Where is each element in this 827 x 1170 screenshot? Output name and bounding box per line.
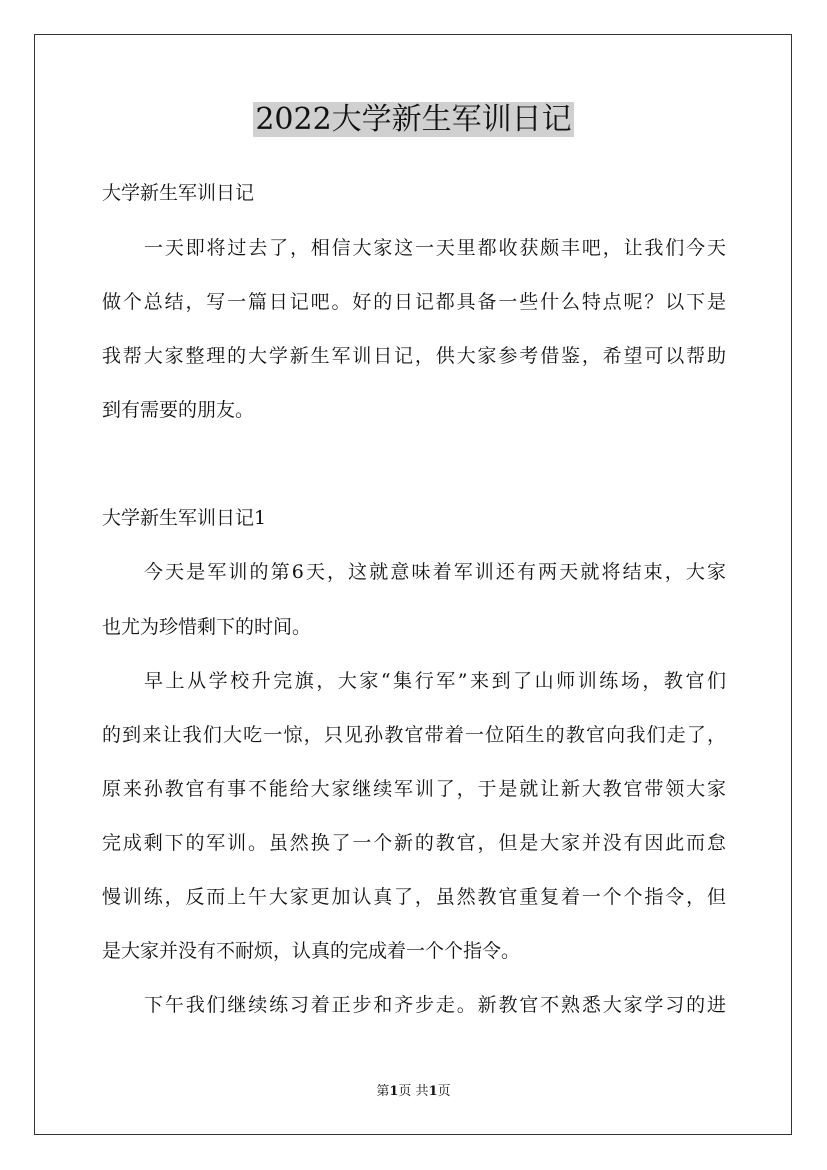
intro-line-1: 一天即将过去了，相信大家这一天里都收获颇丰吧，让我们今天 [144,237,726,259]
para1-line-1: 今天是军训的第6天，这就意味着军训还有两天就将结束，大家 [144,561,726,583]
footer-page-total: 1 [428,1084,438,1099]
footer-page-prefix: 第 [376,1084,390,1099]
section-heading: 大学新生军训日记1 [102,507,267,529]
para2-line-2: 的到来让我们大吃一惊，只见孙教官带着一位陌生的教官向我们走了， [102,724,726,746]
intro-line-4: 到有需要的朋友。 [102,399,255,421]
para2-line-1: 早上从学校升完旗，大家“集行军”来到了山师训练场，教官们 [144,670,726,692]
intro-heading: 大学新生军训日记 [102,182,255,204]
footer-page-current: 1 [389,1084,399,1099]
para2-line-6: 是大家并没有不耐烦，认真的完成着一个个指令。 [102,940,521,962]
para2-line-3: 原来孙教官有事不能给大家继续军训了，于是就让新大教官带领大家 [102,778,726,800]
footer-page-mid: 页 共 [398,1084,429,1099]
para2-line-4: 完成剩下的军训。虽然换了一个新的教官，但是大家并没有因此而怠 [102,832,726,854]
para2-line-5: 慢训练，反而上午大家更加认真了，虽然教官重复着一个个指令，但 [102,886,726,908]
footer-page-suffix: 页 [437,1084,451,1099]
page-footer [0,1083,827,1101]
document-title-text: 2022大学新生军训日记 [255,102,572,137]
intro-line-2: 做个总结，写一篇日记吧。好的日记都具备一些什么特点呢？以下是 [102,291,726,313]
para3-line-1: 下午我们继续练习着正步和齐步走。新教官不熟悉大家学习的进 [144,994,726,1016]
para1-line-2: 也尤为珍惜剩下的时间。 [102,616,312,638]
document-title [0,100,827,140]
intro-line-3: 我帮大家整理的大学新生军训日记，供大家参考借鉴，希望可以帮助 [102,345,726,367]
